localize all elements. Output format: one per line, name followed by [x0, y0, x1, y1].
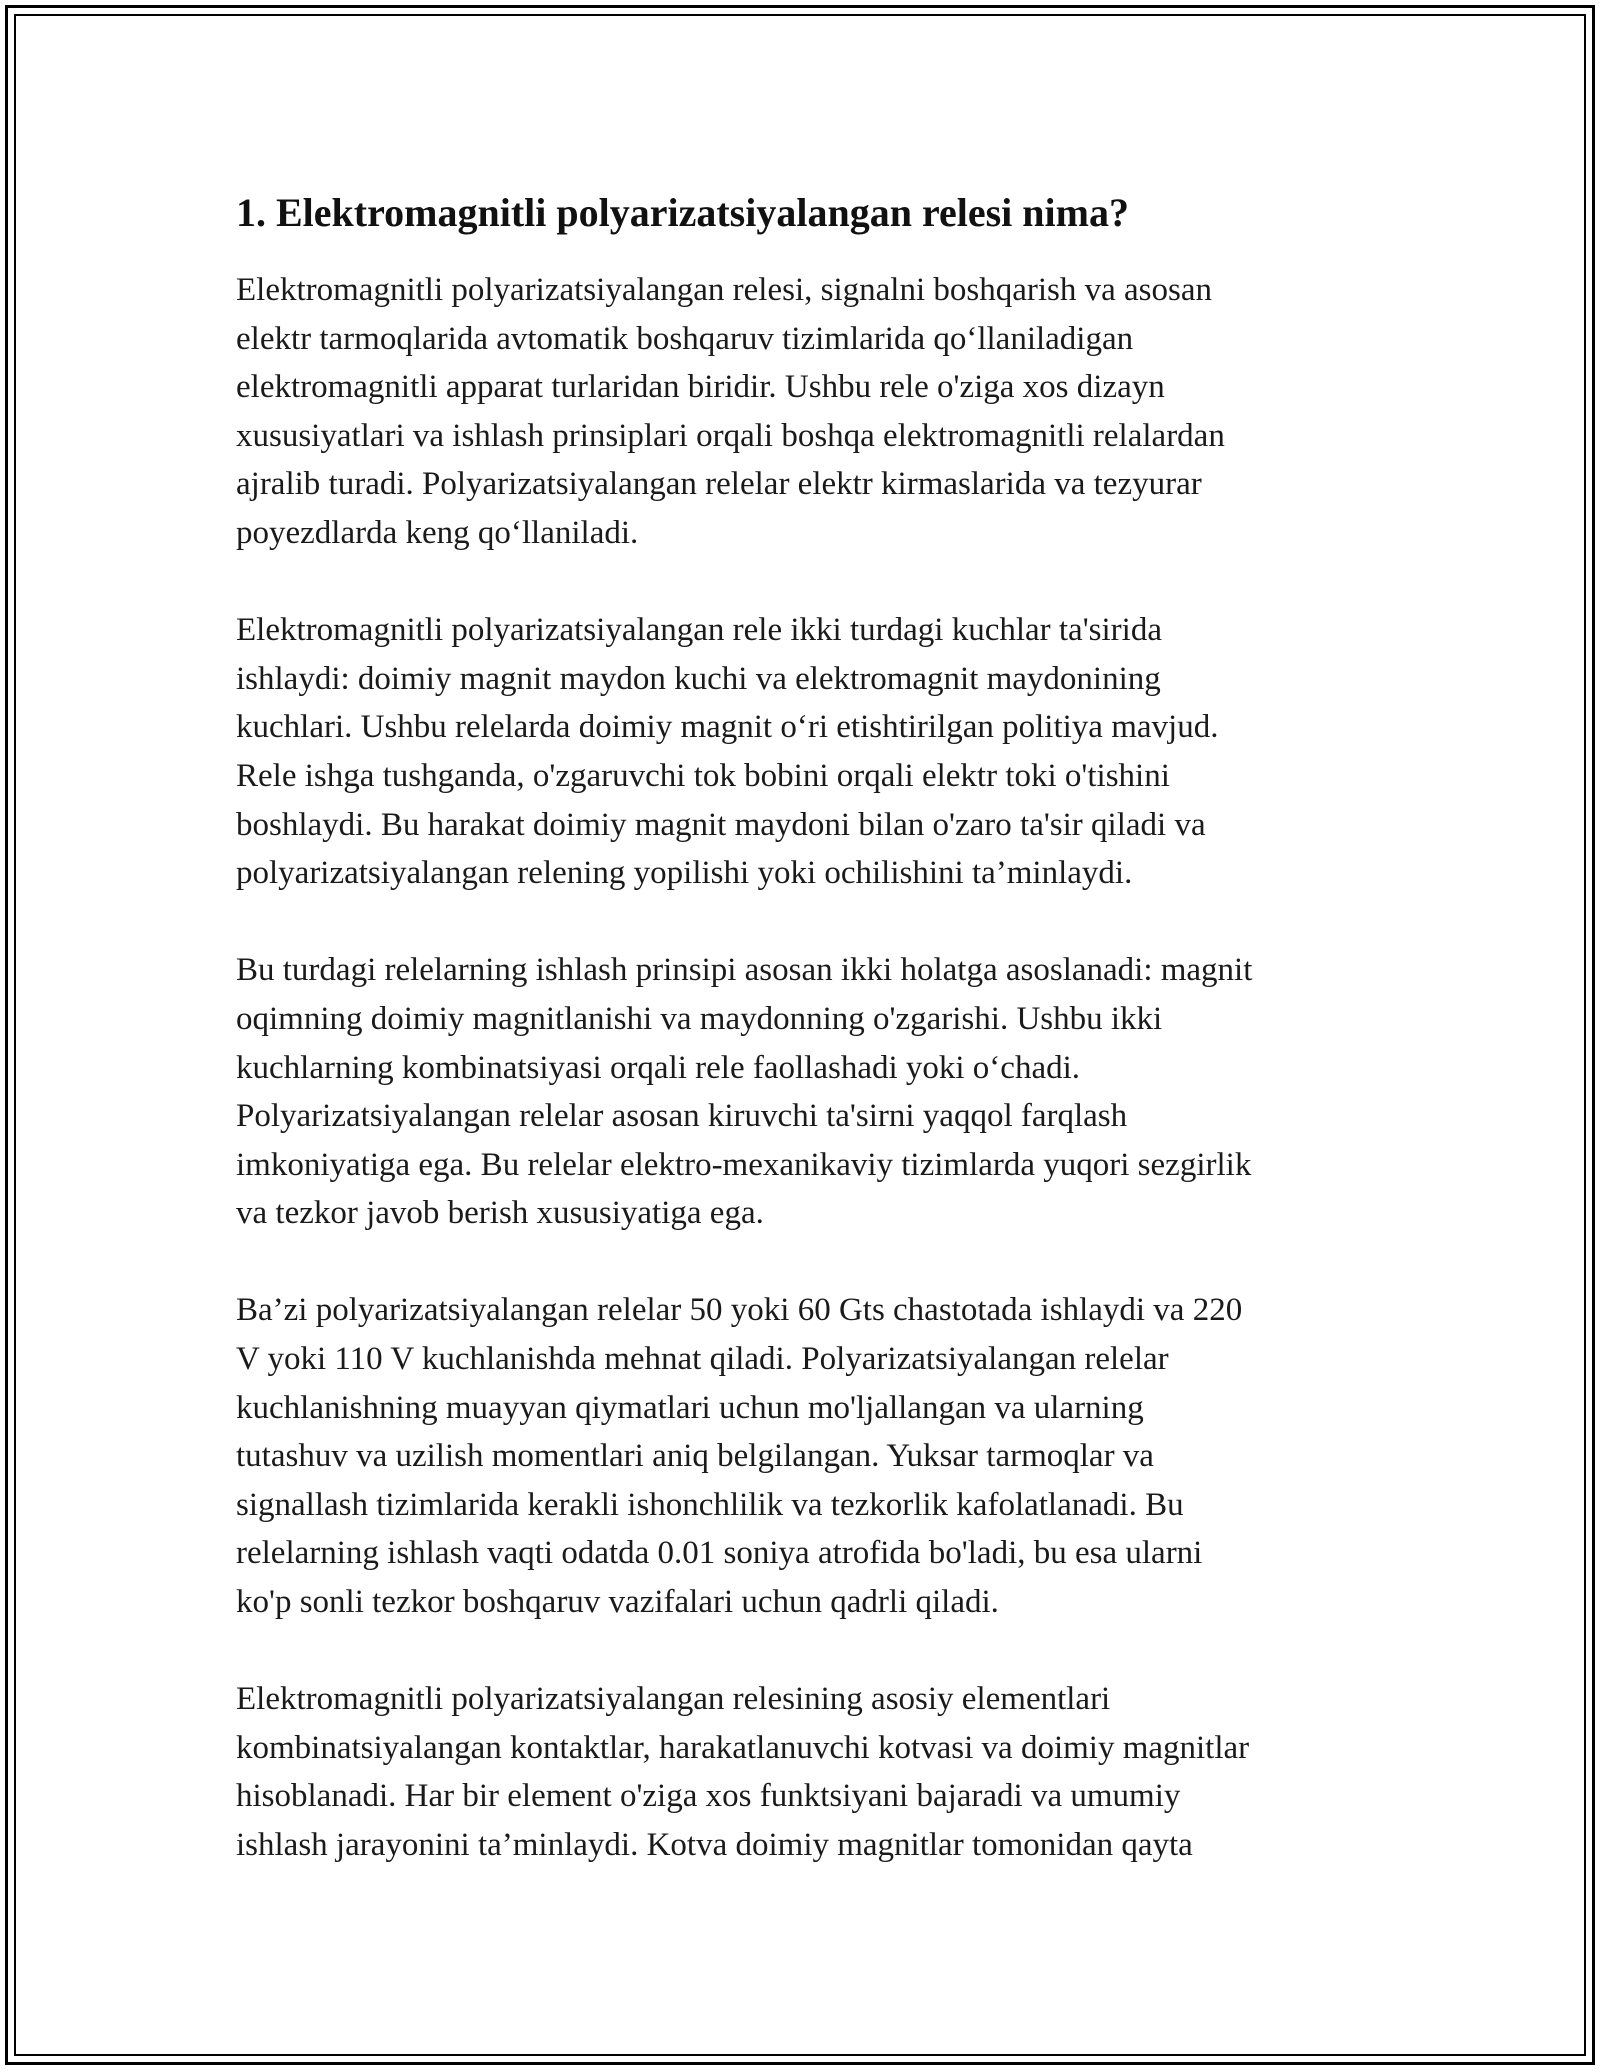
- paragraph-1: Elektromagnitli polyarizatsiyalangan relesi, signalni boshqarish va asosan elektr tarmoqlarida avtomatik boshqaruv tizimlarida qo‘llaniladigan elektromagnitli apparat turlaridan biridir. Ushbu rele o'ziga xos dizayn xususiyatlari va ishlash prinsiplari orqali boshqa elektromagnitli relalardan ajralib turadi. Polyarizatsiyalangan relelar elektr kirmaslarida va tezyurar poyezdlarda keng qo‘llaniladi.: [236, 272, 1225, 551]
- paragraph-4: Ba’zi polyarizatsiyalangan relelar 50 yoki 60 Gts chastotada ishlaydi va 220 V yoki 110 V kuchlanishda mehnat qiladi. Polyarizatsiyalangan relelar kuchlanishning muayyan qiymatlari uchun mo'ljallangan va ularning tutashuv va uzilish momentlari aniq belgilangan. Yuksar tarmoqlar va signallash tizimlarida kerakli ishonchlilik va tezkorlik kafolatlanadi. Bu relelarning ishlash vaqti odatda 0.01 soniya atrofida bo'ladi, bu esa ularni ko'p sonli tezkor boshqaruv vazifalari uchun qadrli qiladi.: [236, 1292, 1243, 1621]
- section-heading: 1. Elektromagnitli polyarizatsiyalangan relesi nima?: [236, 190, 1129, 235]
- paragraph-2: Elektromagnitli polyarizatsiyalangan rele ikki turdagi kuchlar ta'sirida ishlaydi: doimiy magnit maydon kuchi va elektromagnit maydonining kuchlari. Ushbu relelarda doimiy magnit o‘ri etishtirilgan politiya mavjud. Rele ishga tushganda, o'zgaruvchi tok bobini orqali elektr toki o'tishini boshlaydi. Bu harakat doimiy magnit maydoni bilan o'zaro ta'sir qiladi va polyarizatsiyalangan relening yopilishi yoki ochilishini ta’minlaydi.: [236, 612, 1219, 892]
- paragraph-5: Elektromagnitli polyarizatsiyalangan relesining asosiy elementlari kombinatsiyalangan kontaktlar, harakatlanuvchi kotvasi va doimiy magnitlar hisoblanadi. Har bir element o'ziga xos funktsiyani bajaradi va umumiy ishlash jarayonini ta’minlaydi. Kotva doimiy magnitlar tomonidan qayta: [236, 1681, 1250, 1863]
- document-body: [236, 188, 1386, 1918]
- paragraph-3: Bu turdagi relelarning ishlash prinsipi asosan ikki holatga asoslanadi: magnit oqimning doimiy magnitlanishi va maydonning o'zgarishi. Ushbu ikki kuchlarning kombinatsiyasi orqali rele faollashadi yoki o‘chadi. Polyarizatsiyalangan relelar asosan kiruvchi ta'sirni yaqqol farqlash imkoniyatiga ega. Bu relelar elektro-mexanikaviy tizimlarda yuqori sezgirlik va tezkor javob berish xususiyatiga ega.: [236, 952, 1253, 1232]
